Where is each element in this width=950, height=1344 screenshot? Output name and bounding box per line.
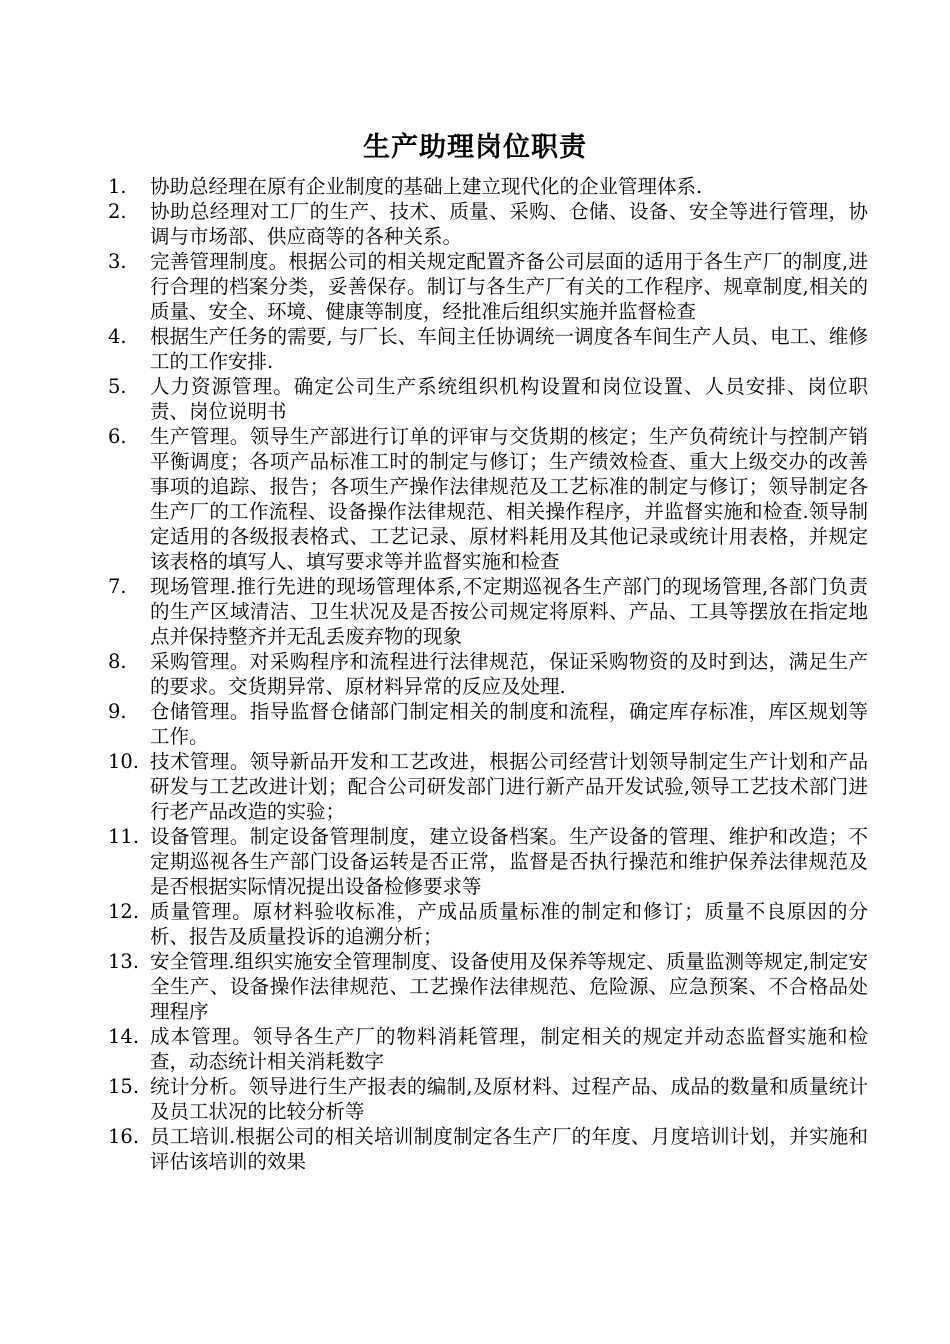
duty-item: [108, 249, 868, 324]
duty-item-number: 14.: [108, 1025, 140, 1048]
duty-item: [108, 899, 868, 949]
duty-item-text: 现场管理.推行先进的现场管理体系,不定期巡视各生产部门的现场管理,各部门负责的生产区域清洁、卫生状况及是否按公司规定将原料、产品、工具等摆放在指定地点并保持整齐并无乱丢废弃物的现象: [150, 575, 868, 648]
duty-item-text: 技术管理。领导新品开发和工艺改进，根据公司经营计划领导制定生产计划和产品研发与工艺改进计划；配合公司研发部门进行新产品开发试验,领导工艺技术部门进行老产品改造的实验；: [150, 750, 868, 823]
duty-item: [108, 174, 868, 199]
duty-item-text: 完善管理制度。根据公司的相关规定配置齐备公司层面的适用于各生产厂的制度,进行合理的档案分类，妥善保存。制订与各生产厂有关的工作程序、规章制度,相关的质量、安全、环境、健康等制度，经批准后组织实施并监督检查: [150, 250, 868, 323]
duty-item-number: 11.: [108, 825, 140, 848]
duty-item-number: 9.: [108, 700, 127, 723]
duty-item-number: 16.: [108, 1125, 140, 1148]
duty-item-number: 1.: [108, 175, 127, 198]
duty-item: [108, 574, 868, 649]
duty-item-number: 2.: [108, 200, 127, 223]
duty-item-text: 生产管理。领导生产部进行订单的评审与交货期的核定；生产负荷统计与控制产销平衡调度；各项产品标准工时的制定与修订；生产绩效检查、重大上级交办的改善事项的追踪、报告；各项生产操作法律规范及工艺标准的制定与修订；领导制定各生产厂的工作流程、设备操作法律规范、相关操作程序，并监督实施和检查.领导制定适用的各级报表格式、工艺记录、原材料耗用及其他记录或统计用表格，并规定该表格的填写人、填写要求等并监督实施和检查: [150, 425, 868, 573]
duty-item: [108, 824, 868, 899]
duty-item-text: 员工培训.根据公司的相关培训制度制定各生产厂的年度、月度培训计划，并实施和评估该培训的效果: [150, 1125, 868, 1173]
duty-item-number: 3.: [108, 250, 127, 273]
duty-item: [108, 649, 868, 699]
duty-item: [108, 699, 868, 749]
duty-item: [108, 1024, 868, 1074]
duty-item-number: 5.: [108, 375, 127, 398]
duty-item-text: 协助总经理对工厂的生产、技术、质量、采购、仓储、设备、安全等进行管理，协调与市场部、供应商等的各种关系。: [150, 200, 868, 248]
duty-item-text: 设备管理。制定设备管理制度，建立设备档案。生产设备的管理、维护和改造；不定期巡视各生产部门设备运转是否正常，监督是否执行操范和维护保养法律规范及是否根据实际情况提出设备检修要求等: [150, 825, 868, 898]
duty-item: [108, 374, 868, 424]
duty-item-text: 采购管理。对采购程序和流程进行法律规范，保证采购物资的及时到达，满足生产的要求。交货期异常、原材料异常的反应及处理.: [150, 650, 868, 698]
duty-item-number: 7.: [108, 575, 127, 598]
duty-item: [108, 1074, 868, 1124]
duty-item-text: 仓储管理。指导监督仓储部门制定相关的制度和流程，确定库存标准，库区规划等工作。: [150, 700, 868, 748]
duty-item-text: 成本管理。领导各生产厂的物料消耗管理，制定相关的规定并动态监督实施和检查，动态统计相关消耗数字: [150, 1025, 868, 1073]
document-title: 生产助理岗位职责: [363, 132, 587, 163]
duty-item-number: 8.: [108, 650, 127, 673]
duty-item-text: 人力资源管理。确定公司生产系统组织机构设置和岗位设置、人员安排、岗位职责、岗位说明书: [150, 375, 868, 423]
duty-item: [108, 749, 868, 824]
duty-item-text: 质量管理。原材料验收标准，产成品质量标准的制定和修订；质量不良原因的分析、报告及质量投诉的追溯分析；: [150, 900, 868, 948]
duty-item: [108, 1124, 868, 1174]
duty-item-number: 15.: [108, 1075, 140, 1098]
duty-item-number: 6.: [108, 425, 127, 448]
duty-item: [108, 324, 868, 374]
duty-item-text: 统计分析。领导进行生产报表的编制,及原材料、过程产品、成品的数量和质量统计及员工状况的比较分析等: [150, 1075, 868, 1123]
duty-item: [108, 199, 868, 249]
duty-item-number: 4.: [108, 325, 127, 348]
duty-item-number: 13.: [108, 950, 140, 973]
duty-item: [108, 424, 868, 574]
duty-item-text: 根据生产任务的需要, 与厂长、车间主任协调统一调度各车间生产人员、电工、维修工的工作安排.: [150, 325, 868, 373]
duty-item-number: 10.: [108, 750, 140, 773]
duty-item-text: 安全管理.组织实施安全管理制度、设备使用及保养等规定、质量监测等规定,制定安全生产、设备操作法律规范、工艺操作法律规范、危险源、应急预案、不合格品处理程序: [150, 950, 868, 1023]
duty-item-text: 协助总经理在原有企业制度的基础上建立现代化的企业管理体系.: [150, 175, 703, 198]
duty-item-number: 12.: [108, 900, 140, 923]
duty-list: [108, 174, 868, 1174]
duty-item: [108, 949, 868, 1024]
